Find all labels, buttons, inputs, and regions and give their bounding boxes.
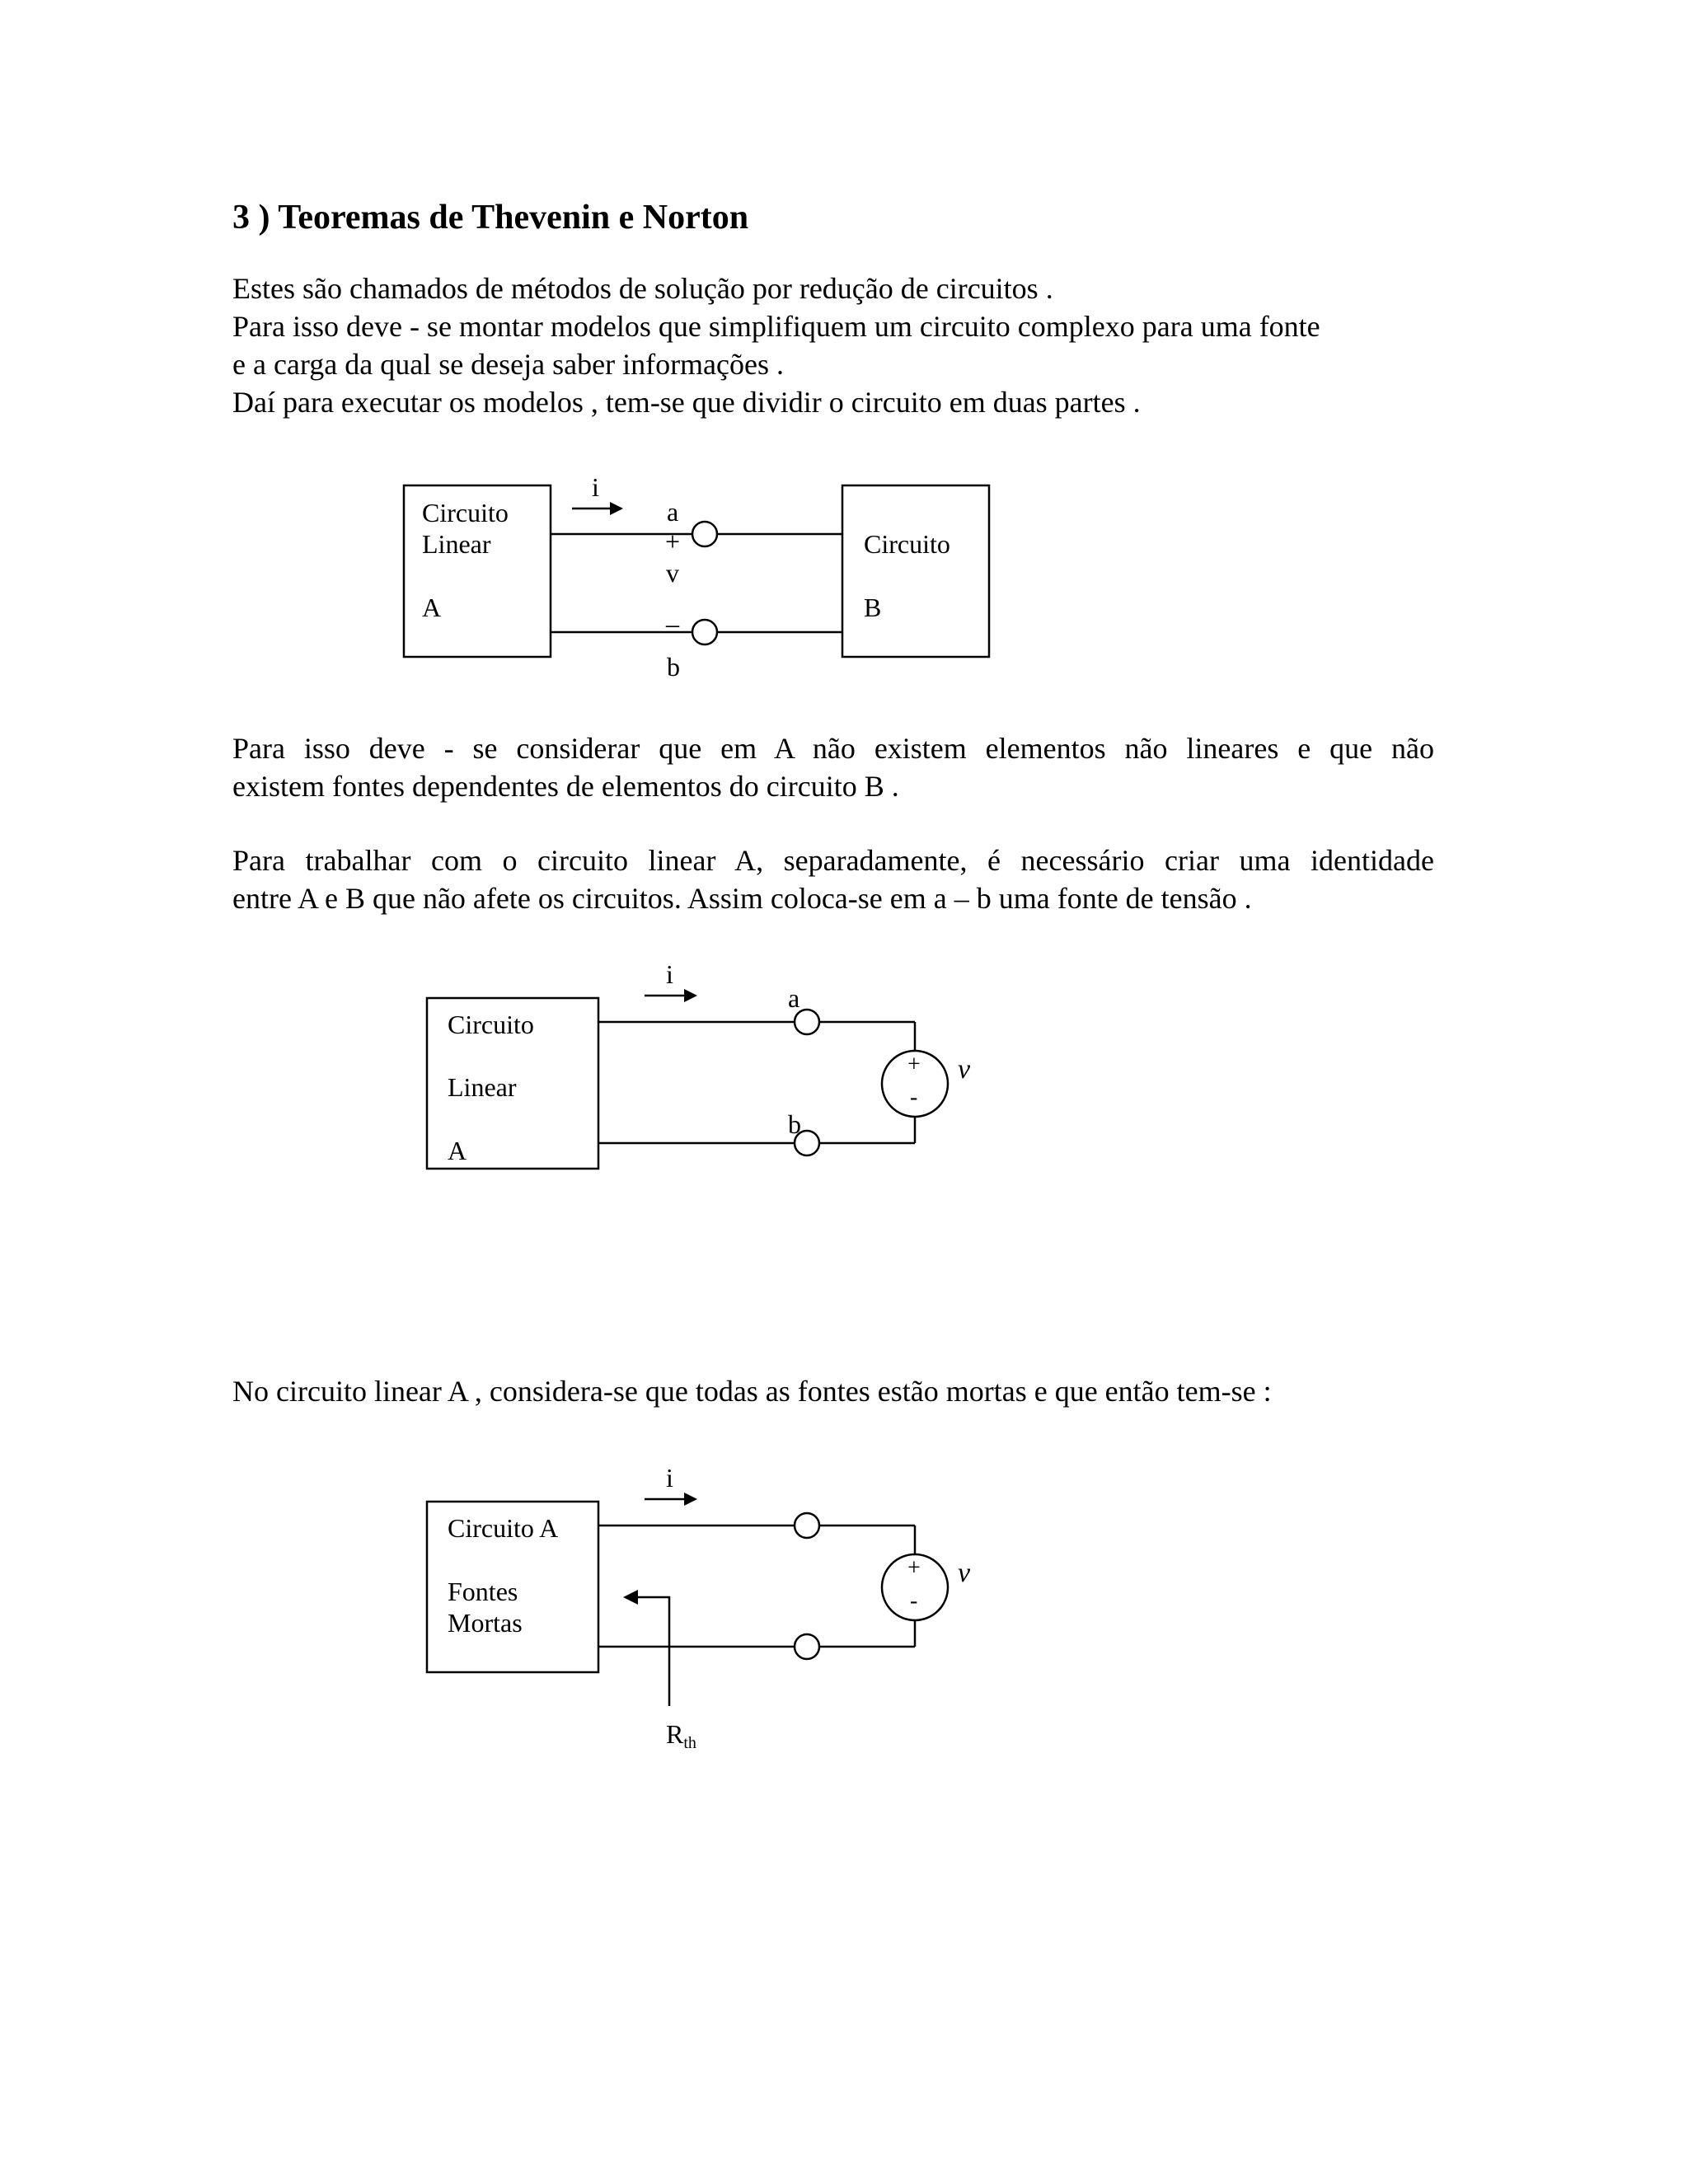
box-label: Fontes bbox=[448, 1577, 518, 1606]
rth-label bbox=[666, 1719, 696, 1752]
page-title: 3 ) Teoremas de Thevenin e Norton bbox=[232, 199, 749, 237]
intro-line: Para isso deve - se montar modelos que simplifiquem um circuito complexo para uma fonte bbox=[232, 310, 1320, 343]
terminal-a bbox=[692, 522, 717, 546]
figure2-circuit-with-source bbox=[0, 956, 1688, 1179]
paragraph-line: No circuito linear A , considera-se que todas as fontes estão mortas e que então tem-se : bbox=[232, 1375, 1272, 1408]
voltage-label: v bbox=[666, 558, 679, 588]
current-arrowhead-icon bbox=[684, 989, 697, 1002]
source-plus: + bbox=[907, 1052, 921, 1077]
box-a-label: A bbox=[422, 593, 442, 622]
rth-arrowhead-icon bbox=[623, 1590, 638, 1605]
box-label: Circuito A bbox=[448, 1513, 559, 1543]
terminal-b-label: b bbox=[788, 1109, 801, 1139]
terminal-a bbox=[795, 1010, 819, 1034]
paragraph-dead-sources bbox=[232, 1372, 1434, 1410]
box-label: Linear bbox=[448, 1072, 517, 1102]
intro-line: Estes são chamados de métodos de solução por redução de circuitos . bbox=[232, 272, 1053, 305]
box-label: Mortas bbox=[448, 1608, 523, 1638]
source-minus: - bbox=[910, 1085, 918, 1110]
current-arrowhead-icon bbox=[684, 1493, 697, 1506]
plus-sign: + bbox=[665, 527, 681, 556]
paragraph-line: Para trabalhar com o circuito linear A, separadamente, é necessário criar uma identidade bbox=[232, 844, 1434, 877]
box-label: Circuito bbox=[448, 1010, 534, 1039]
box-circuit-b bbox=[842, 485, 989, 657]
rth-main: R bbox=[666, 1719, 684, 1749]
rth-subscript: th bbox=[683, 1734, 696, 1752]
paragraph-line: existem fontes dependentes de elementos do circuito B . bbox=[232, 770, 899, 803]
terminal-a-label: a bbox=[788, 983, 800, 1013]
current-label: i bbox=[592, 472, 599, 502]
box-a-label: Linear bbox=[422, 529, 491, 559]
figure1-circuit-a-b bbox=[0, 462, 1688, 701]
terminal-a-label: a bbox=[667, 497, 679, 527]
paragraph-identity bbox=[232, 841, 1434, 917]
source-minus: - bbox=[910, 1588, 918, 1614]
paragraph-linearity bbox=[232, 729, 1434, 805]
source-plus: + bbox=[907, 1555, 921, 1581]
rth-arrow-icon bbox=[636, 1597, 669, 1706]
paragraph-line: Para isso deve - se considerar que em A não existem elementos não lineares e que não bbox=[232, 732, 1434, 765]
source-label: v bbox=[958, 1054, 971, 1085]
minus-sign: _ bbox=[666, 600, 679, 630]
intro-line: e a carga da qual se deseja saber informações . bbox=[232, 348, 785, 381]
intro-paragraph bbox=[232, 269, 1434, 421]
box-b-label: Circuito bbox=[864, 529, 950, 559]
source-label: v bbox=[958, 1558, 971, 1588]
terminal-b-label: b bbox=[667, 652, 680, 682]
box-b-label: B bbox=[864, 593, 882, 622]
current-label: i bbox=[666, 1463, 673, 1493]
box-a-label: Circuito bbox=[422, 498, 509, 527]
terminal-bottom bbox=[795, 1634, 819, 1659]
current-label: i bbox=[666, 959, 673, 989]
intro-line: Daí para executar os modelos , tem-se que dividir o circuito em duas partes . bbox=[232, 386, 1141, 419]
paragraph-line: entre A e B que não afete os circuitos. Assim coloca-se em a – b uma fonte de tensão . bbox=[232, 882, 1252, 915]
terminal-b bbox=[692, 620, 717, 644]
figure3-thevenin-resistance bbox=[0, 1459, 1688, 1772]
terminal-top bbox=[795, 1513, 819, 1538]
current-arrowhead-icon bbox=[610, 502, 623, 515]
box-label: A bbox=[448, 1136, 467, 1165]
